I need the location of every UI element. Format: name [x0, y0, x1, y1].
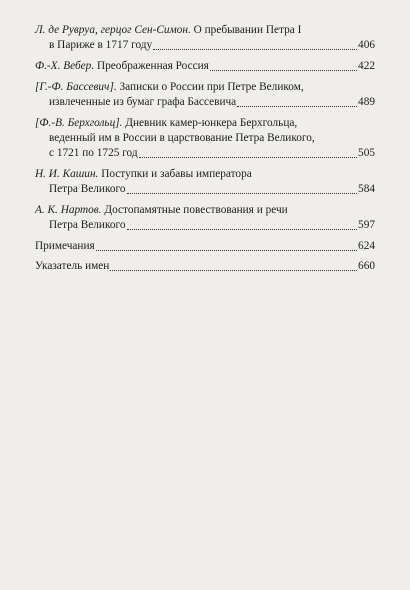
- dot-leader: [127, 193, 358, 194]
- entry-title-line: Петра Великого: [49, 219, 126, 231]
- dot-leader: [153, 49, 357, 50]
- entry-title-line: Преображенная Россия: [96, 60, 209, 72]
- entry-author: [Ф.-В. Берхгольц].: [35, 117, 123, 129]
- toc-line: [35, 182, 375, 197]
- entry-page-number: 624: [358, 240, 375, 252]
- dot-leader: [127, 229, 358, 230]
- entry-title-line: О пребывании Петра I: [193, 24, 302, 36]
- entry-author: А. К. Нартов.: [35, 204, 102, 216]
- entry-title: Примечания: [35, 240, 95, 252]
- entry-title-line: Петра Великого: [49, 183, 126, 195]
- toc-entry-bergholz: [35, 116, 375, 161]
- toc-entry-weber: [35, 59, 375, 74]
- entry-title: Указатель имен: [35, 260, 110, 272]
- dot-leader: [110, 270, 357, 271]
- toc-line: [35, 239, 375, 254]
- entry-page-number: 597: [358, 219, 375, 231]
- entry-page-number: 660: [358, 260, 375, 272]
- toc-line: [35, 59, 375, 74]
- toc-line: [35, 38, 375, 53]
- entry-page-number: 406: [358, 39, 375, 51]
- dot-leader: [210, 70, 357, 71]
- entry-page-number: 489: [358, 96, 375, 108]
- toc-line: [35, 23, 375, 38]
- toc-line: [35, 146, 375, 161]
- toc-entry-saint-simon: [35, 23, 375, 53]
- entry-title-line: в Париже в 1717 году: [49, 39, 153, 51]
- toc-entry-kashin: [35, 167, 375, 197]
- toc-line: [35, 203, 375, 218]
- toc-entry-nartov: [35, 203, 375, 233]
- toc-entry-name-index: [35, 259, 375, 274]
- entry-title-line: извлеченные из бумаг графа Бассевича: [49, 96, 237, 108]
- toc-entry-notes: [35, 239, 375, 254]
- toc-line: [35, 167, 375, 182]
- dot-leader: [237, 106, 357, 107]
- entry-title-line: Дневник камер-юнкера Берхгольца,: [125, 117, 298, 129]
- toc-line: [35, 131, 375, 146]
- table-of-contents: [35, 23, 375, 279]
- dot-leader: [96, 250, 357, 251]
- entry-title-line: Поступки и забавы императора: [101, 168, 252, 180]
- toc-line: [35, 95, 375, 110]
- entry-author: Н. И. Кашин.: [35, 168, 99, 180]
- entry-author: [Г.-Ф. Бассевич].: [35, 81, 117, 93]
- toc-line: [35, 116, 375, 131]
- toc-line: [35, 218, 375, 233]
- toc-line: [35, 259, 375, 274]
- entry-page-number: 584: [358, 183, 375, 195]
- toc-line: [35, 80, 375, 95]
- entry-author: Ф.-Х. Вебер.: [35, 60, 95, 72]
- entry-author: Л. де Рувруа, герцог Сен-Симон.: [35, 24, 191, 36]
- entry-title-line: Записки о России при Петре Великом,: [119, 81, 304, 93]
- entry-page-number: 422: [358, 60, 375, 72]
- entry-title-line: веденный им в России в царствование Петра Великого,: [49, 132, 315, 144]
- toc-entry-bassewitz: [35, 80, 375, 110]
- entry-title-line: Достопамятные повествования и речи: [104, 204, 288, 216]
- entry-title-line: с 1721 по 1725 год: [49, 147, 138, 159]
- dot-leader: [139, 157, 357, 158]
- entry-page-number: 505: [358, 147, 375, 159]
